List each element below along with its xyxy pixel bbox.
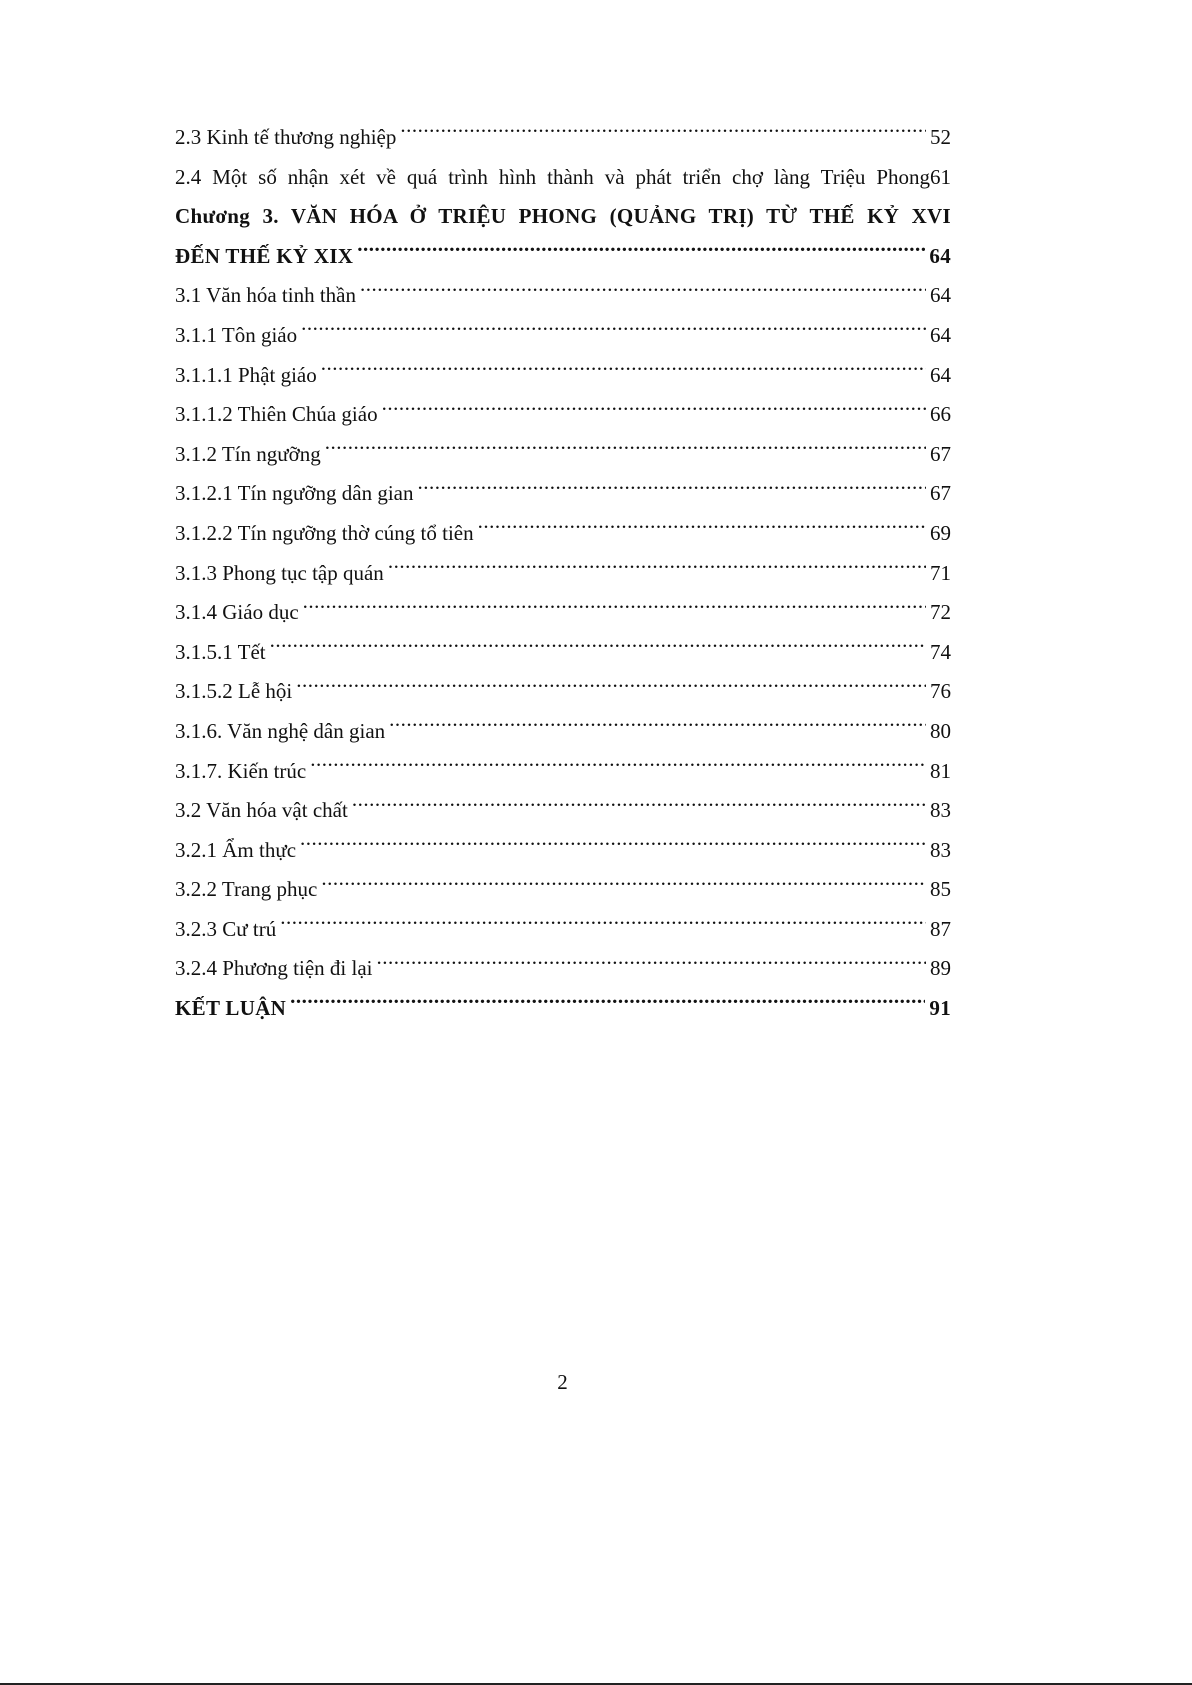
toc-dot-leader bbox=[325, 440, 926, 461]
toc-dot-leader bbox=[280, 915, 926, 936]
toc-entry[interactable] bbox=[175, 158, 951, 198]
toc-dot-leader bbox=[360, 281, 926, 302]
toc-entry-page: 83 bbox=[930, 837, 951, 862]
toc-entry[interactable] bbox=[175, 870, 951, 910]
toc-entry[interactable] bbox=[175, 276, 951, 316]
toc-entry-title: 2.3 Kinh tế thương nghiệp bbox=[175, 125, 397, 149]
toc-entry-title: 3.1.4 Giáo dục bbox=[175, 600, 299, 625]
toc-entry-title: 3.1.5.1 Tết bbox=[175, 639, 266, 664]
toc-entry[interactable] bbox=[175, 197, 951, 237]
toc-entry[interactable] bbox=[175, 752, 951, 792]
toc-entry[interactable] bbox=[175, 237, 951, 277]
toc-entry-title: KẾT LUẬN bbox=[175, 996, 287, 1021]
toc-entry-title: Chương 3. VĂN HÓA Ở TRIỆU PHONG (QUẢNG TRỊ) TỪ THẾ KỶ XVI bbox=[175, 204, 951, 229]
toc-entry-title: 3.2.2 Trang phục bbox=[175, 877, 318, 902]
toc-entry[interactable] bbox=[175, 435, 951, 475]
toc-dot-leader bbox=[400, 123, 926, 144]
toc-entry-title: 3.2 Văn hóa vật chất bbox=[175, 798, 348, 823]
toc-entry[interactable] bbox=[175, 672, 951, 712]
toc-dot-leader bbox=[418, 479, 927, 500]
toc-entry[interactable] bbox=[175, 118, 951, 158]
toc-dot-leader bbox=[357, 242, 925, 263]
toc-entry-page: 66 bbox=[930, 402, 951, 427]
toc-entry-title: 3.1.2 Tín ngưỡng bbox=[175, 441, 321, 466]
toc-entry[interactable] bbox=[175, 831, 951, 871]
toc-entry[interactable] bbox=[175, 554, 951, 594]
toc-entry-page: 69 bbox=[930, 520, 951, 545]
toc-dot-leader bbox=[389, 717, 926, 738]
toc-entry-title: 2.4 Một số nhận xét về quá trình hình thành và phát triển chợ làng Triệu Phong61 bbox=[175, 164, 951, 189]
toc-dot-leader bbox=[296, 677, 926, 698]
toc-entry-title: 3.1.2.2 Tín ngưỡng thờ cúng tổ tiên bbox=[175, 520, 474, 545]
toc-dot-leader bbox=[310, 757, 926, 778]
toc-entry[interactable] bbox=[175, 514, 951, 554]
page-number: 2 bbox=[557, 1370, 568, 1394]
toc-dot-leader bbox=[270, 638, 926, 659]
toc-entry-title: 3.1.5.2 Lễ hội bbox=[175, 679, 293, 704]
toc-entry-page: 72 bbox=[930, 600, 951, 625]
toc-dot-leader bbox=[321, 875, 926, 896]
toc-entry[interactable] bbox=[175, 910, 951, 950]
table-of-contents bbox=[175, 118, 951, 1029]
toc-entry-title: 3.1.1.1 Phật giáo bbox=[175, 362, 317, 387]
toc-entry[interactable] bbox=[175, 474, 951, 514]
toc-entry[interactable] bbox=[175, 593, 951, 633]
toc-entry-title: 3.1.3 Phong tục tập quán bbox=[175, 560, 384, 585]
toc-entry-page: 64 bbox=[930, 322, 951, 347]
toc-entry[interactable] bbox=[175, 633, 951, 673]
toc-entry-page: 67 bbox=[930, 481, 951, 506]
toc-dot-leader bbox=[301, 321, 926, 342]
toc-entry[interactable] bbox=[175, 356, 951, 396]
toc-entry-page: 71 bbox=[930, 560, 951, 585]
toc-entry-page: 91 bbox=[929, 996, 951, 1021]
toc-entry-title: 3.1.7. Kiến trúc bbox=[175, 758, 307, 783]
toc-entry-title: 3.2.1 Ẩm thực bbox=[175, 837, 297, 862]
toc-entry[interactable] bbox=[175, 395, 951, 435]
toc-entry-page: 67 bbox=[930, 441, 951, 466]
toc-entry-title: 3.1.1.2 Thiên Chúa giáo bbox=[175, 402, 378, 427]
toc-entry[interactable] bbox=[175, 316, 951, 356]
toc-dot-leader bbox=[478, 519, 926, 540]
toc-entry-title: 3.1 Văn hóa tinh thần bbox=[175, 283, 357, 308]
toc-dot-leader bbox=[300, 836, 926, 857]
toc-entry-page: 81 bbox=[930, 758, 951, 783]
toc-entry-page: 64 bbox=[930, 283, 951, 308]
toc-entry-page: 64 bbox=[930, 362, 951, 387]
toc-entry-page: 83 bbox=[930, 798, 951, 823]
toc-dot-leader bbox=[376, 954, 926, 975]
toc-entry-page: 74 bbox=[930, 639, 951, 664]
toc-entry[interactable] bbox=[175, 949, 951, 989]
toc-entry-page: 76 bbox=[930, 679, 951, 704]
toc-entry[interactable] bbox=[175, 791, 951, 831]
toc-entry-page: 89 bbox=[930, 956, 951, 981]
toc-entry-page: 64 bbox=[929, 243, 951, 268]
toc-entry-title: ĐẾN THẾ KỶ XIX bbox=[175, 243, 354, 268]
toc-dot-leader bbox=[303, 598, 926, 619]
toc-dot-leader bbox=[382, 400, 926, 421]
toc-entry-page: 52 bbox=[930, 125, 951, 149]
toc-entry-page: 80 bbox=[930, 718, 951, 743]
toc-entry[interactable] bbox=[175, 712, 951, 752]
toc-entry-title: 3.2.3 Cư trú bbox=[175, 916, 277, 941]
toc-dot-leader bbox=[352, 796, 926, 817]
toc-entry-page: 87 bbox=[930, 916, 951, 941]
toc-dot-leader bbox=[388, 559, 926, 580]
toc-entry-title: 3.1.6. Văn nghệ dân gian bbox=[175, 718, 386, 743]
toc-dot-leader bbox=[321, 361, 926, 382]
toc-entry-title: 3.1.2.1 Tín ngưỡng dân gian bbox=[175, 481, 414, 506]
toc-dot-leader bbox=[290, 994, 925, 1015]
toc-entry[interactable] bbox=[175, 989, 951, 1029]
toc-entry-title: 3.1.1 Tôn giáo bbox=[175, 322, 298, 347]
toc-entry-page: 85 bbox=[930, 877, 951, 902]
toc-entry-title: 3.2.4 Phương tiện đi lại bbox=[175, 956, 373, 981]
